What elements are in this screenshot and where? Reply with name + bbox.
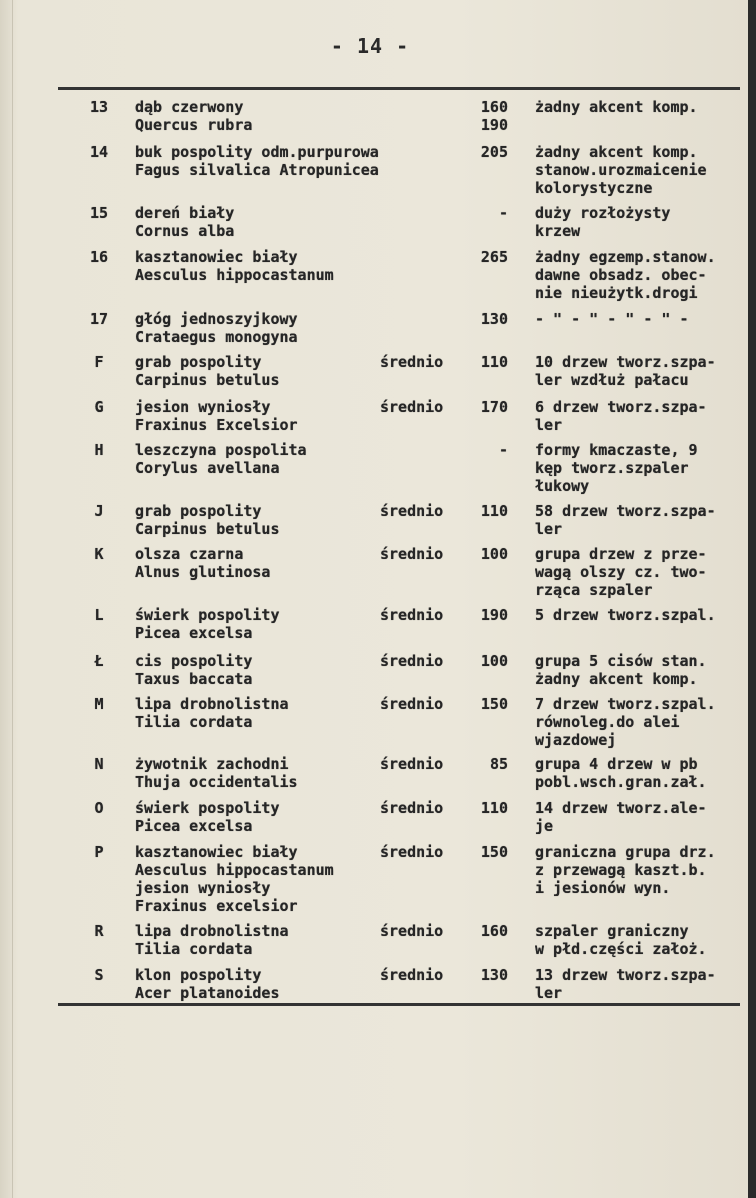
row-number: N [94,755,104,773]
height-value-line: 110 [480,502,508,520]
average-label: średnio [380,353,444,371]
species-name-line: Aesculus hippocastanum [135,861,334,879]
note-text-line: grupa drzew z prze- [535,545,707,563]
average-label: średnio [380,695,444,713]
height-value-line: 190 [480,116,508,134]
species-name [135,398,385,434]
note-text-line: żadny egzemp.stanow. [535,248,716,266]
species-name-line: Cornus alba [135,222,235,240]
species-name [135,606,385,642]
row-number: 17 [89,310,109,328]
note-text-line: z przewagą kaszt.b. [535,861,707,879]
note-text-line: ler [535,984,563,1002]
note-text [535,441,748,495]
species-name-line: Alnus glutinosa [135,563,271,581]
note-text [535,843,748,897]
row-number: 14 [89,143,109,161]
note-text-line: łukowy [535,477,590,495]
height-value [458,398,508,416]
note-text [535,502,748,538]
note-text-line: pobl.wsch.gran.zał. [535,773,707,791]
height-value [458,310,508,328]
species-name-line: Carpinus betulus [135,371,280,389]
note-text-line: krzew [535,222,581,240]
species-name-line: leszczyna pospolita [135,441,307,459]
page-fold-shadow [12,0,13,1198]
species-name-line: Tilia cordata [135,940,253,958]
average-label: średnio [380,799,444,817]
species-name-line: olsza czarna [135,545,244,563]
height-value-line: 100 [480,652,508,670]
table-top-rule [58,87,740,90]
species-name-line: dereń biały [135,204,235,222]
species-name-line: jesion wyniosły [135,398,271,416]
species-name [135,143,385,179]
height-value-line: 110 [480,353,508,371]
note-text-line: ler wzdłuż pałacu [535,371,689,389]
species-name [135,248,385,284]
species-name [135,966,385,1002]
row-number: O [94,799,104,817]
row-number: F [94,353,104,371]
species-name-line: lipa drobnolistna [135,695,289,713]
note-text-line: żadny akcent komp. [535,670,698,688]
row-number: 13 [89,98,109,116]
height-value-line: 130 [480,310,508,328]
species-name [135,755,385,791]
note-text-line: 5 drzew tworz.szpal. [535,606,716,624]
note-text-line: wjazdowej [535,731,617,749]
height-value-line: 100 [480,545,508,563]
row-number: 16 [89,248,109,266]
height-value-line: 265 [480,248,508,266]
height-value-line: 205 [480,143,508,161]
note-text [535,353,748,389]
height-value-line: 170 [480,398,508,416]
note-text [535,545,748,599]
height-value [458,695,508,713]
species-name-line: Picea excelsa [135,624,253,642]
note-text-line: 14 drzew tworz.ale- [535,799,707,817]
note-text-line: 7 drzew tworz.szpal. [535,695,716,713]
note-text [535,755,748,791]
height-value [458,606,508,624]
species-name-line: Crataegus monogyna [135,328,298,346]
species-name-line: klon pospolity [135,966,262,984]
average-label: średnio [380,652,444,670]
height-value [458,502,508,520]
height-value [458,98,508,134]
note-text-line: w płd.części założ. [535,940,707,958]
species-name [135,799,385,835]
species-name-line: Fraxinus Excelsior [135,416,298,434]
note-text-line: je [535,817,554,835]
table-bottom-rule [58,1003,740,1006]
row-number: G [94,398,104,416]
note-text-line: 10 drzew tworz.szpa- [535,353,716,371]
species-name [135,502,385,538]
average-label: średnio [380,755,444,773]
species-name [135,843,385,915]
height-value-line: - [498,441,508,459]
species-name-line: świerk pospolity [135,799,280,817]
species-name-line: Fraxinus excelsior [135,897,298,915]
note-text-line: żadny akcent komp. [535,98,698,116]
height-value-line: 110 [480,799,508,817]
species-name-line: Taxus baccata [135,670,253,688]
height-value [458,441,508,459]
height-value-line: 160 [480,922,508,940]
note-text-line: stanow.urozmaicenie [535,161,707,179]
height-value [458,353,508,371]
species-name [135,922,385,958]
species-name-line: Thuja occidentalis [135,773,298,791]
note-text-line: żadny akcent komp. [535,143,698,161]
species-name [135,310,385,346]
note-text [535,398,748,434]
height-value [458,248,508,266]
note-text [535,248,748,302]
note-text-line: wagą olszy cz. two- [535,563,707,581]
note-text-line: - " - " - " - " - [535,310,689,328]
note-text-line: grupa 5 cisów stan. [535,652,707,670]
average-label: średnio [380,966,444,984]
height-value [458,799,508,817]
species-name-line: Fagus silvalica Atropunicea [135,161,379,179]
height-value-line: 150 [480,843,508,861]
note-text-line: grupa 4 drzew w pb [535,755,698,773]
species-name-line: Aesculus hippocastanum [135,266,334,284]
average-label: średnio [380,398,444,416]
average-label: średnio [380,606,444,624]
species-name-line: żywotnik zachodni [135,755,289,773]
height-value [458,755,508,773]
note-text-line: 58 drzew tworz.szpa- [535,502,716,520]
species-name-line: Acer platanoides [135,984,280,1002]
species-name [135,652,385,688]
note-text [535,143,748,197]
row-number: 15 [89,204,109,222]
species-name-line: lipa drobnolistna [135,922,289,940]
row-number: P [94,843,104,861]
species-name [135,441,385,477]
note-text [535,922,748,958]
height-value [458,922,508,940]
note-text [535,695,748,749]
height-value [458,966,508,984]
height-value [458,204,508,222]
average-label: średnio [380,545,444,563]
row-number: R [94,922,104,940]
species-name-line: Carpinus betulus [135,520,280,538]
row-number: H [94,441,104,459]
height-value-line: - [498,204,508,222]
height-value-line: 130 [480,966,508,984]
height-value [458,652,508,670]
species-name-line: kasztanowiec biały [135,843,298,861]
height-value-line: 190 [480,606,508,624]
row-number: M [94,695,104,713]
note-text-line: dawne obsadz. obec- [535,266,707,284]
row-number: Ł [94,652,104,670]
average-label: średnio [380,922,444,940]
average-label: średnio [380,843,444,861]
note-text [535,606,748,624]
species-name [135,695,385,731]
height-value [458,143,508,161]
species-name [135,545,385,581]
note-text-line: formy kmaczaste, 9 [535,441,698,459]
species-name [135,204,385,240]
note-text [535,799,748,835]
species-name-line: cis pospolity [135,652,253,670]
species-name [135,353,385,389]
average-label: średnio [380,502,444,520]
row-number: K [94,545,104,563]
height-value-line: 160 [480,98,508,116]
row-number: S [94,966,104,984]
species-name-line: jesion wyniosły [135,879,271,897]
note-text-line: nie nieużytk.drogi [535,284,698,302]
height-value [458,545,508,563]
height-value-line: 150 [480,695,508,713]
note-text-line: 6 drzew tworz.szpa- [535,398,707,416]
note-text [535,966,748,1002]
species-name-line: buk pospolity odm.purpurowa [135,143,379,161]
species-name-line: dąb czerwony [135,98,244,116]
species-name-line: Picea excelsa [135,817,253,835]
note-text [535,310,748,328]
height-value-line: 85 [489,755,508,773]
note-text-line: ler [535,416,563,434]
species-name [135,98,385,134]
height-value [458,843,508,861]
species-name-line: Corylus avellana [135,459,280,477]
species-name-line: Tilia cordata [135,713,253,731]
note-text-line: równoleg.do alei [535,713,680,731]
note-text-line: szpaler graniczny [535,922,689,940]
species-name-line: głóg jednoszyjkowy [135,310,298,328]
note-text-line: kolorystyczne [535,179,653,197]
note-text-line: graniczna grupa drz. [535,843,716,861]
page-number: - 14 - [330,34,410,58]
note-text [535,98,748,116]
page-edge [748,0,756,1198]
note-text-line: ler [535,520,563,538]
note-text [535,204,748,240]
note-text-line: 13 drzew tworz.szpa- [535,966,716,984]
species-name-line: świerk pospolity [135,606,280,624]
species-name-line: grab pospolity [135,353,262,371]
note-text-line: duży rozłożysty [535,204,671,222]
note-text-line: i jesionów wyn. [535,879,671,897]
species-name-line: grab pospolity [135,502,262,520]
row-number: J [94,502,104,520]
species-name-line: kasztanowiec biały [135,248,298,266]
note-text-line: kęp tworz.szpaler [535,459,689,477]
note-text-line: rząca szpaler [535,581,653,599]
species-name-line: Quercus rubra [135,116,253,134]
note-text [535,652,748,688]
row-number: L [94,606,104,624]
